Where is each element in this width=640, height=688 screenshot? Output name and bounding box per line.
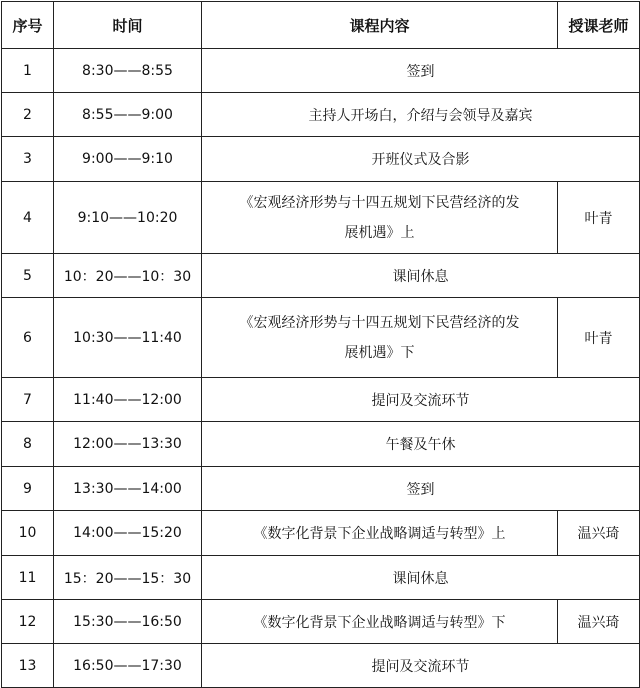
row-index: 10 — [2, 511, 54, 556]
table-row — [2, 556, 640, 600]
table-row — [2, 49, 640, 93]
table-row — [2, 182, 640, 254]
row-content: 开班仪式及合影 — [202, 137, 640, 182]
row-index: 4 — [2, 182, 54, 254]
table-row — [2, 644, 640, 688]
row-index: 7 — [2, 378, 54, 422]
row-time: 8:55——9:00 — [54, 93, 202, 137]
row-content: 午餐及午休 — [202, 422, 640, 467]
row-content: 签到 — [202, 49, 640, 93]
row-teacher: 叶青 — [558, 298, 640, 378]
table-row — [2, 378, 640, 422]
row-teacher: 温兴琦 — [558, 511, 640, 556]
row-index: 3 — [2, 137, 54, 182]
row-index: 13 — [2, 644, 54, 688]
row-time: 12:00——13:30 — [54, 422, 202, 467]
header-time: 时间 — [54, 2, 202, 49]
row-time: 11:40——12:00 — [54, 378, 202, 422]
row-time: 10:30——11:40 — [54, 298, 202, 378]
table-row — [2, 137, 640, 182]
header-index: 序号 — [2, 2, 54, 49]
row-index: 1 — [2, 49, 54, 93]
row-index: 11 — [2, 556, 54, 600]
table-row — [2, 600, 640, 644]
row-time: 9:00——9:10 — [54, 137, 202, 182]
row-time: 10：20——10：30 — [54, 254, 202, 298]
row-time: 9:10——10:20 — [54, 182, 202, 254]
table-header-row — [2, 2, 640, 49]
header-content: 课程内容 — [202, 2, 558, 49]
table-row — [2, 298, 640, 378]
row-content — [202, 298, 558, 378]
row-time: 16:50——17:30 — [54, 644, 202, 688]
row-content — [202, 182, 558, 254]
row-content: 课间休息 — [202, 556, 640, 600]
row-index: 9 — [2, 467, 54, 511]
row-index: 6 — [2, 298, 54, 378]
row-index: 12 — [2, 600, 54, 644]
table-row — [2, 467, 640, 511]
row-index: 5 — [2, 254, 54, 298]
row-index: 2 — [2, 93, 54, 137]
row-content: 签到 — [202, 467, 640, 511]
row-time: 8:30——8:55 — [54, 49, 202, 93]
row-content-line-1: 《宏观经济形势与十四五规划下民营经济的发 — [239, 194, 520, 211]
schedule-table — [1, 1, 640, 688]
row-time: 14:00——15:20 — [54, 511, 202, 556]
table-row — [2, 422, 640, 467]
table-row — [2, 511, 640, 556]
row-content: 《数字化背景下企业战略调适与转型》下 — [202, 600, 558, 644]
row-time: 15:30——16:50 — [54, 600, 202, 644]
row-teacher: 温兴琦 — [558, 600, 640, 644]
row-content: 提问及交流环节 — [202, 378, 640, 422]
row-content: 主持人开场白，介绍与会领导及嘉宾 — [202, 93, 640, 137]
row-content: 课间休息 — [202, 254, 640, 298]
row-content-line-2: 展机遇》下 — [344, 344, 415, 361]
row-content-line-1: 《宏观经济形势与十四五规划下民营经济的发 — [239, 314, 520, 331]
header-teacher: 授课老师 — [558, 2, 640, 49]
table-row — [2, 254, 640, 298]
row-teacher: 叶青 — [558, 182, 640, 254]
row-index: 8 — [2, 422, 54, 467]
row-content-line-2: 展机遇》上 — [344, 224, 415, 241]
row-content: 《数字化背景下企业战略调适与转型》上 — [202, 511, 558, 556]
row-content: 提问及交流环节 — [202, 644, 640, 688]
row-time: 13:30——14:00 — [54, 467, 202, 511]
table-row — [2, 93, 640, 137]
row-time: 15：20——15：30 — [54, 556, 202, 600]
